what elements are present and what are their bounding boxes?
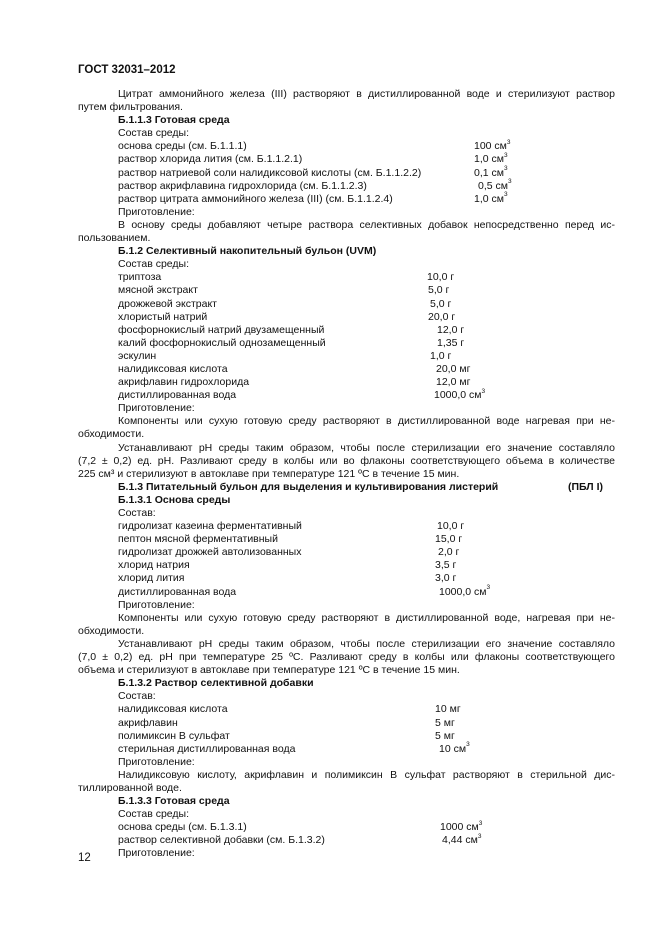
unit-superscript: 3 bbox=[466, 741, 470, 749]
text-line bbox=[78, 402, 615, 415]
value-text: 12,0 г bbox=[437, 323, 465, 336]
line-text: налидиксовая кислота bbox=[118, 703, 228, 716]
value bbox=[435, 533, 462, 546]
line-text: путем фильтрования. bbox=[78, 101, 183, 114]
text-line bbox=[78, 847, 615, 860]
line-text: раствор селективной добавки (см. Б.1.3.2) bbox=[118, 834, 325, 847]
value bbox=[427, 271, 454, 284]
line-text: раствор хлорида лития (см. Б.1.1.2.1) bbox=[118, 153, 303, 166]
line-text: Приготовление: bbox=[118, 755, 195, 768]
line-text: калий фосфорнокислый однозамещенный bbox=[118, 336, 326, 349]
section-heading bbox=[78, 481, 615, 494]
value-text: 1,0 см bbox=[474, 192, 504, 205]
line-text: раствор цитрата аммонийного железа (III) (см. Б.1.1.2.4) bbox=[118, 192, 393, 205]
value-text: 5,0 г bbox=[430, 297, 452, 310]
line-text: налидиксовая кислота bbox=[118, 362, 228, 375]
line-text: дистиллированная вода bbox=[118, 585, 237, 598]
line-text: Состав среды: bbox=[118, 808, 189, 821]
text-line bbox=[78, 167, 615, 180]
text-line bbox=[78, 193, 615, 206]
value bbox=[436, 376, 470, 389]
line-text: Состав среды: bbox=[118, 258, 189, 271]
value bbox=[430, 298, 451, 311]
line-text: Приготовление: bbox=[118, 205, 195, 218]
line-text: Компоненты или сухую готовую среду растворяют в дистиллированной воде, нагревая при не- bbox=[118, 611, 615, 624]
text-line bbox=[78, 127, 615, 140]
line-text: (7,2 ± 0,2) ед. pH. Разливают среду в колбы или во флаконы соответствующего объема в количестве bbox=[78, 454, 615, 467]
value-text: 5,0 г bbox=[428, 284, 450, 297]
line-text: обходимости. bbox=[78, 428, 145, 441]
value bbox=[474, 153, 508, 166]
value-text: 0,1 см bbox=[474, 166, 504, 179]
text-line bbox=[78, 821, 615, 834]
line-text: Приготовление: bbox=[118, 598, 195, 611]
line-text: Налидиксовую кислоту, акрифлавин и полимиксин В сульфат растворяют в стерильной дис- bbox=[118, 768, 615, 781]
value-text: 4,44 см bbox=[442, 834, 478, 847]
text-line bbox=[78, 324, 615, 337]
line-text: пользованием. bbox=[78, 232, 151, 245]
text-line bbox=[78, 664, 615, 677]
value-text: 12,0 мг bbox=[436, 376, 471, 389]
section-heading bbox=[78, 245, 615, 258]
line-text: акрифлавин bbox=[118, 716, 178, 729]
document-body bbox=[78, 88, 615, 861]
value-text: 15,0 г bbox=[435, 533, 463, 546]
text-line bbox=[78, 808, 615, 821]
text-line bbox=[78, 690, 615, 703]
unit-superscript: 3 bbox=[486, 584, 491, 592]
text-line bbox=[78, 298, 615, 311]
line-text: Б.1.3.1 Основа среды bbox=[118, 493, 231, 506]
value-text: 1000,0 см bbox=[439, 585, 487, 598]
section-heading bbox=[78, 795, 615, 808]
text-line bbox=[78, 546, 615, 559]
text-line bbox=[78, 625, 615, 638]
text-line bbox=[78, 363, 615, 376]
value bbox=[428, 284, 449, 297]
line-text: стерильная дистиллированная вода bbox=[118, 742, 296, 755]
value-text: 10,0 г bbox=[437, 520, 465, 533]
value-text: 100 см bbox=[474, 140, 507, 153]
value bbox=[435, 730, 455, 743]
text-line bbox=[78, 455, 615, 468]
text-line bbox=[78, 140, 615, 153]
value-text: 10 мг bbox=[435, 703, 461, 716]
text-line bbox=[78, 782, 615, 795]
value bbox=[434, 389, 485, 402]
line-text: В основу среды добавляют четыре раствора селективных добавок непосредственно перед ис- bbox=[118, 218, 615, 231]
right-label: (ПБЛ I) bbox=[567, 480, 603, 493]
value-text: 1000,0 см bbox=[434, 389, 482, 402]
line-text: гидролизат казеина ферментативный bbox=[118, 520, 302, 533]
value-text: 1,0 см bbox=[474, 153, 504, 166]
text-line bbox=[78, 153, 615, 166]
value bbox=[439, 586, 490, 599]
value-text: 1,35 г bbox=[437, 336, 465, 349]
value bbox=[437, 520, 464, 533]
text-line bbox=[78, 442, 615, 455]
line-text: триптоза bbox=[118, 271, 162, 284]
value bbox=[440, 821, 482, 834]
unit-superscript: 3 bbox=[506, 138, 511, 146]
text-line bbox=[78, 533, 615, 546]
text-line bbox=[78, 232, 615, 245]
section-heading bbox=[78, 494, 615, 507]
line-text: дистиллированная вода bbox=[118, 389, 237, 402]
value-text: 5 мг bbox=[435, 716, 455, 729]
value-text: 1,0 г bbox=[430, 349, 452, 362]
line-text: Б.1.3.3 Готовая среда bbox=[118, 795, 230, 808]
value bbox=[430, 350, 451, 363]
line-text: Компоненты или сухую готовую среду растворяют в дистиллированной воде нагревая при не- bbox=[118, 415, 615, 428]
unit-superscript: 3 bbox=[503, 151, 508, 159]
value-text: 20,0 г bbox=[428, 310, 456, 323]
line-text: Состав: bbox=[118, 507, 156, 519]
text-line bbox=[78, 743, 615, 756]
line-text: Цитрат аммонийного железа (III) растворяют в дистиллированной воде и стерилизуют раствор bbox=[118, 88, 615, 100]
line-text: раствор натриевой соли налидиксовой кислоты (см. Б.1.1.2.2) bbox=[118, 166, 422, 179]
line-text: эскулин bbox=[118, 349, 157, 362]
line-text: Приготовление: bbox=[118, 847, 195, 860]
text-line bbox=[78, 572, 615, 585]
line-text: Приготовление: bbox=[118, 402, 195, 415]
text-line bbox=[78, 284, 615, 297]
text-line bbox=[78, 180, 615, 193]
value-text: 10 см bbox=[439, 742, 467, 755]
text-line bbox=[78, 520, 615, 533]
value bbox=[435, 717, 455, 730]
line-text: пептон мясной ферментативный bbox=[118, 533, 278, 546]
line-text: фосфорнокислый натрий двузамещенный bbox=[118, 323, 325, 336]
line-text: тиллированной воде. bbox=[78, 781, 182, 794]
unit-superscript: 3 bbox=[507, 178, 512, 186]
text-line bbox=[78, 507, 615, 520]
line-text: Состав: bbox=[118, 690, 156, 703]
unit-superscript: 3 bbox=[503, 191, 508, 199]
text-line bbox=[78, 350, 615, 363]
unit-superscript: 3 bbox=[481, 387, 486, 395]
text-line bbox=[78, 271, 615, 284]
value-text: 2,0 г bbox=[438, 546, 460, 559]
value bbox=[435, 703, 461, 716]
line-text: основа среды (см. Б.1.3.1) bbox=[118, 821, 247, 834]
value-text: 1000 см bbox=[440, 821, 479, 834]
value-text: 0,5 см bbox=[478, 179, 508, 192]
line-text: Б.1.1.3 Готовая среда bbox=[118, 114, 230, 127]
line-text: мясной экстракт bbox=[118, 284, 198, 297]
value bbox=[439, 743, 470, 756]
text-line bbox=[78, 468, 615, 481]
text-line bbox=[78, 651, 615, 664]
text-line bbox=[78, 376, 615, 389]
page-number: 12 bbox=[78, 852, 91, 864]
text-line bbox=[78, 311, 615, 324]
text-line bbox=[78, 258, 615, 271]
text-line bbox=[78, 337, 615, 350]
line-text: Б.1.3.2 Раствор селективной добавки bbox=[118, 677, 314, 690]
text-line bbox=[78, 415, 615, 428]
document-header: ГОСТ 32031–2012 bbox=[78, 64, 176, 76]
line-text: обходимости. bbox=[78, 624, 145, 637]
unit-superscript: 3 bbox=[478, 819, 483, 827]
value bbox=[437, 324, 464, 337]
value-text: 20,0 мг bbox=[436, 362, 471, 375]
text-line bbox=[78, 769, 615, 782]
value bbox=[474, 167, 508, 180]
text-line bbox=[78, 756, 615, 769]
line-text: объема и стерилизуют в автоклаве при температуре 121 ºС в течение 15 мин. bbox=[78, 664, 460, 677]
unit-superscript: 3 bbox=[503, 165, 508, 173]
text-line bbox=[78, 717, 615, 730]
text-line bbox=[78, 834, 615, 847]
line-text: Устанавливают pH среды таким образом, чтобы после стерилизации его значение составляло bbox=[118, 637, 615, 650]
value bbox=[474, 193, 508, 206]
line-text: основа среды (см. Б.1.1.1) bbox=[118, 140, 247, 153]
line-text: хлорид натрия bbox=[118, 559, 190, 572]
section-heading bbox=[78, 114, 615, 127]
value-text: 3,0 г bbox=[435, 572, 457, 585]
value-text: 5 мг bbox=[435, 729, 455, 742]
line-text: хлористый натрий bbox=[118, 310, 208, 323]
section-heading bbox=[78, 677, 615, 690]
line-text: гидролизат дрожжей автолизованных bbox=[118, 546, 302, 559]
value bbox=[436, 363, 470, 376]
text-line bbox=[78, 612, 615, 625]
text-line bbox=[78, 219, 615, 232]
line-text: Б.1.2 Селективный накопительный бульон (UVM) bbox=[118, 245, 377, 258]
line-text: дрожжевой экстракт bbox=[118, 297, 217, 310]
text-line bbox=[78, 428, 615, 441]
text-line bbox=[78, 559, 615, 572]
text-line bbox=[78, 703, 615, 716]
value-text: 10,0 г bbox=[427, 271, 455, 284]
line-text: 225 см³ и стерилизуют в автоклаве при температуре 121 ºС в течение 15 мин. bbox=[78, 467, 460, 480]
line-text: (7,0 ± 0,2) ед. pH при температуре 25 ºС. Разливают среду в колбы или флаконы соответствующего bbox=[78, 651, 615, 664]
line-text: акрифлавин гидрохлорида bbox=[118, 376, 250, 389]
line-text: хлорид лития bbox=[118, 572, 185, 585]
value bbox=[442, 834, 481, 847]
text-line bbox=[78, 389, 615, 402]
text-line bbox=[78, 599, 615, 612]
text-line bbox=[78, 206, 615, 219]
value bbox=[435, 572, 456, 585]
line-text: Б.1.3 Питательный бульон для выделения и культивирования листерий bbox=[118, 480, 499, 493]
text-line bbox=[78, 586, 615, 599]
line-text: Состав среды: bbox=[118, 127, 189, 140]
text-line bbox=[78, 638, 615, 651]
value bbox=[428, 311, 455, 324]
line-text: полимиксин В сульфат bbox=[118, 729, 230, 742]
value bbox=[435, 559, 456, 572]
line-text: Устанавливают pH среды таким образом, чтобы после стерилизации его значение составляло bbox=[118, 441, 615, 454]
value-text: 3,5 г bbox=[435, 559, 457, 572]
text-line bbox=[78, 101, 615, 114]
text-line bbox=[78, 88, 615, 101]
text-line bbox=[78, 730, 615, 743]
unit-superscript: 3 bbox=[477, 832, 482, 840]
value bbox=[438, 546, 459, 559]
line-text: раствор акрифлавина гидрохлорида (см. Б.1.1.2.3) bbox=[118, 179, 367, 192]
value bbox=[437, 337, 464, 350]
